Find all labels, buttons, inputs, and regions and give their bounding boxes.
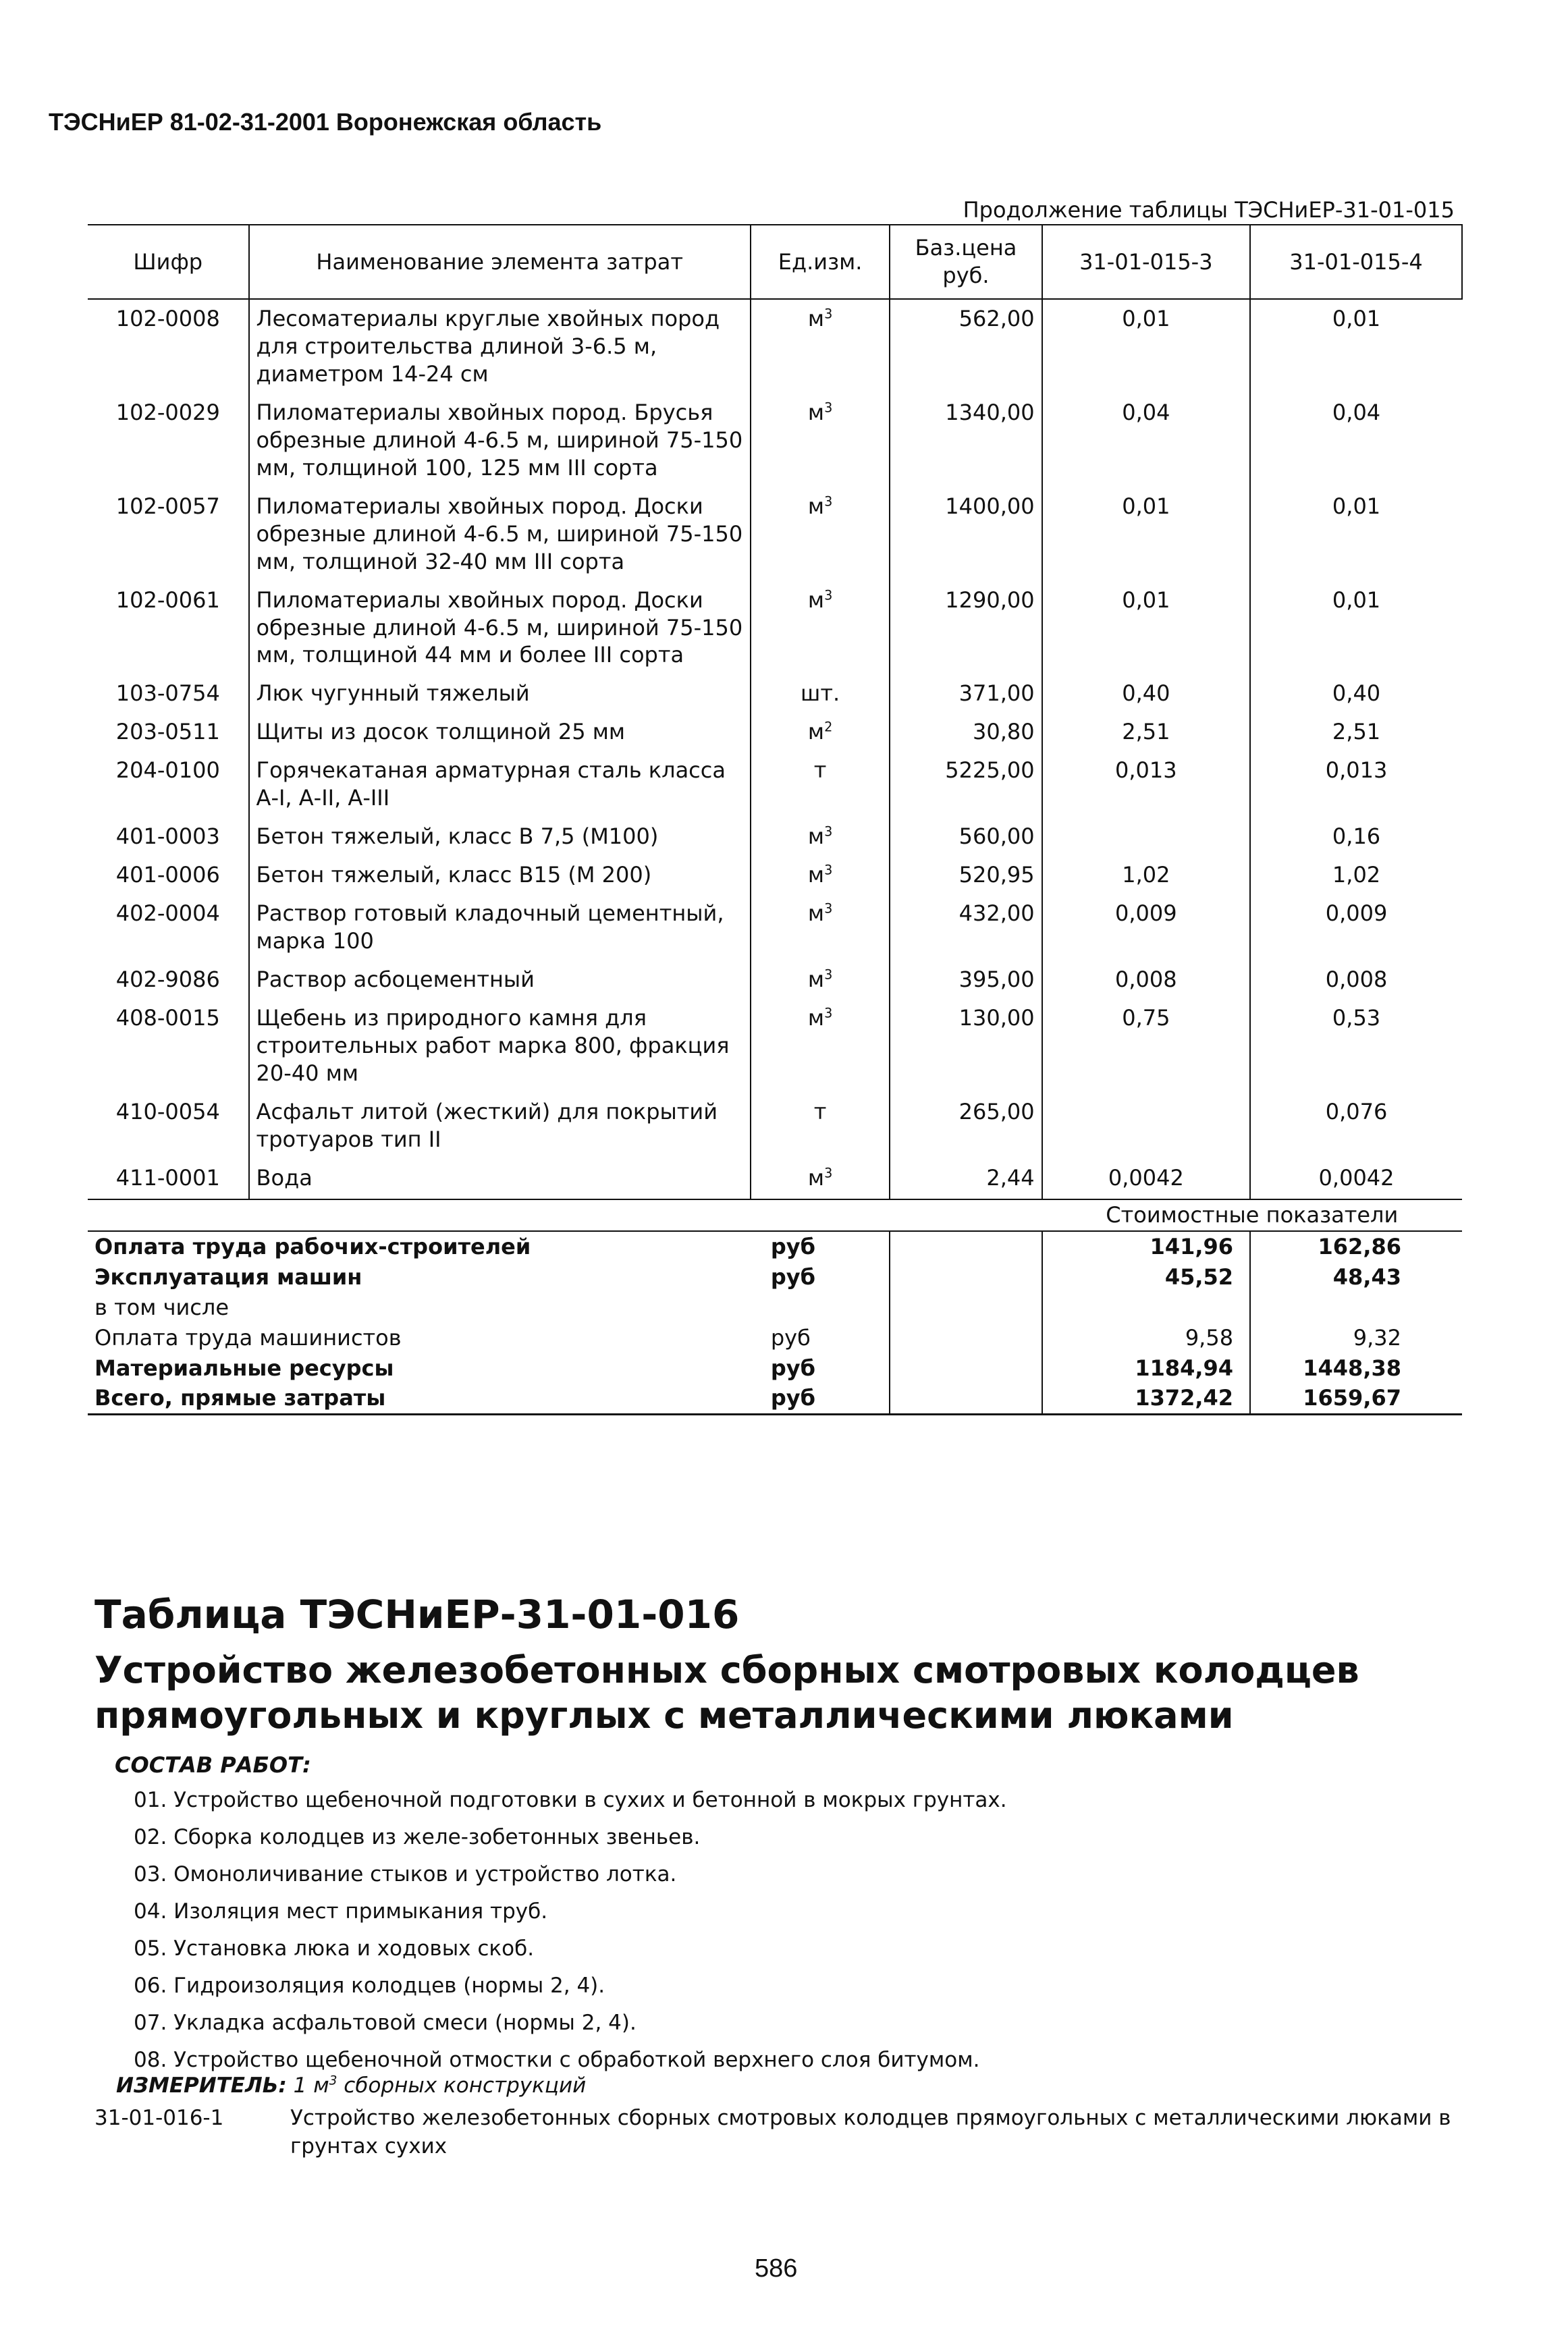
unit-base: м (807, 862, 825, 888)
cell-31-01-015-3: 0,008 (1042, 960, 1250, 999)
summary-unit: руб (770, 1324, 811, 1351)
works-label: СОСТАВ РАБОТ: (115, 1752, 311, 1778)
cell-code: 402-0004 (115, 900, 220, 927)
cell-price: 265,00 (890, 1093, 1042, 1159)
summary-price-empty (890, 1383, 1042, 1414)
summary-31-01-015-4: 162,86 (1318, 1233, 1401, 1259)
cell-31-01-015-4: 0,16 (1332, 823, 1381, 850)
work-item: 07. Укладка асфальтовой смеси (нормы 2, 4). (134, 2011, 637, 2035)
table-row (88, 299, 1462, 393)
cell-31-01-015-3 (1042, 817, 1250, 856)
table-row (88, 674, 1462, 713)
summary-31-01-015-3: 1372,42 (1042, 1383, 1250, 1414)
summary-name: в том числе (94, 1294, 229, 1320)
cell-unit (751, 487, 890, 581)
cell-unit (751, 581, 890, 675)
unit-base: т (813, 757, 827, 784)
work-item: 05. Установка люка и ходовых скоб. (134, 1936, 535, 1961)
summary-row (88, 1383, 1462, 1414)
table-row (88, 713, 1462, 751)
cell-price: 5225,00 (890, 751, 1042, 817)
summary-31-01-015-3 (1042, 1293, 1250, 1323)
work-item: 08. Устройство щебеночной отмостки с обработкой верхнего слоя битумом. (134, 2048, 980, 2072)
cell-31-01-015-3: 0,009 (1042, 894, 1250, 960)
cell-price: 1290,00 (890, 581, 1042, 675)
summary-31-01-015-4: 1448,38 (1303, 1355, 1401, 1381)
cell-code: 410-0054 (115, 1098, 220, 1124)
summary-price-empty (890, 1262, 1042, 1293)
cell-31-01-015-4: 1,02 (1332, 862, 1381, 888)
cell-price: 30,80 (890, 713, 1042, 751)
summary-unit: руб (770, 1355, 815, 1381)
page-number: 586 (755, 2254, 798, 2283)
summary-unit: руб (770, 1264, 815, 1290)
cell-code: 102-0008 (115, 306, 220, 331)
cell-name: Щебень из природного камня для строительных работ марка 800, фракция 20-40 мм (249, 999, 751, 1093)
summary-unit (751, 1293, 890, 1323)
summary-name: Оплата труда рабочих-строителей (94, 1233, 531, 1259)
cell-price: 560,00 (890, 817, 1042, 856)
col-header-31-01-015-3: 31-01-015-3 (1042, 225, 1250, 299)
unit-exponent: 3 (824, 900, 833, 917)
unit-exponent: 3 (824, 306, 833, 322)
cell-name: Асфальт литой (жесткий) для покрытий тротуаров тип II (249, 1093, 751, 1159)
cell-31-01-015-3: 0,04 (1042, 393, 1250, 487)
work-item: 03. Омоноличивание стыков и устройство лотка. (134, 1862, 677, 1886)
cell-unit (751, 856, 890, 894)
cell-31-01-015-4: 0,013 (1325, 757, 1388, 784)
summary-31-01-015-4 (1250, 1293, 1462, 1323)
summary-price-empty (890, 1353, 1042, 1384)
unit-base: м (807, 823, 825, 850)
cell-unit (751, 713, 890, 751)
table-row (88, 1093, 1462, 1159)
cell-name: Раствор асбоцементный (249, 960, 751, 999)
summary-row (88, 1323, 1462, 1353)
cell-name: Пиломатериалы хвойных пород. Доски обрезные длиной 4-6.5 м, шириной 75-150 мм, толщиной 32-40 мм III сорта (249, 487, 751, 581)
table-row (88, 581, 1462, 675)
table-row (88, 1159, 1462, 1199)
col-header-unit: Ед.изм. (751, 225, 890, 299)
summary-row (88, 1293, 1462, 1323)
table-row (88, 999, 1462, 1093)
cell-31-01-015-3: 2,51 (1042, 713, 1250, 751)
meter-post: сборных конструкций (337, 2073, 587, 2098)
table-row (88, 487, 1462, 581)
unit-exponent: 3 (824, 400, 833, 416)
summary-31-01-015-4: 1659,67 (1250, 1383, 1462, 1414)
cell-name: Пиломатериалы хвойных пород. Брусья обрезные длиной 4-6.5 м, шириной 75-150 мм, толщиной 100, 125 мм III сорта (249, 393, 751, 487)
summary-31-01-015-3: 45,52 (1042, 1262, 1250, 1293)
work-item: 01. Устройство щебеночной подготовки в сухих и бетонной в мокрых грунтах. (134, 1788, 1007, 1812)
cell-code: 402-9086 (115, 967, 220, 993)
cell-31-01-015-4: 0,008 (1325, 967, 1388, 993)
unit-base: шт. (801, 680, 840, 707)
cost-header-row (88, 1199, 1462, 1231)
cell-name: Люк чугунный тяжелый (249, 674, 751, 713)
summary-31-01-015-3: 141,96 (1042, 1231, 1250, 1262)
unit-base: м (807, 719, 825, 745)
summary-row (88, 1262, 1462, 1293)
unit-base: м (807, 900, 825, 927)
cell-price: 2,44 (890, 1159, 1042, 1199)
meter-label: ИЗМЕРИТЕЛЬ: (116, 2073, 287, 2098)
meter-line (116, 2073, 586, 2098)
table-row (88, 751, 1462, 817)
unit-exponent: 3 (824, 587, 833, 603)
summary-row (88, 1231, 1462, 1262)
cell-31-01-015-4: 0,0042 (1250, 1159, 1462, 1199)
summary-name: Всего, прямые затраты (88, 1383, 751, 1414)
unit-exponent: 3 (824, 967, 833, 983)
summary-name: Материальные ресурсы (94, 1355, 394, 1381)
cell-unit (751, 751, 890, 817)
cell-31-01-015-4: 2,51 (1332, 719, 1381, 745)
cell-code: 401-0006 (115, 862, 220, 888)
cell-name: Раствор готовый кладочный цементный, марка 100 (249, 894, 751, 960)
cell-unit (751, 674, 890, 713)
table-row (88, 894, 1462, 960)
table-row (88, 817, 1462, 856)
cell-31-01-015-3: 0,01 (1042, 487, 1250, 581)
cell-code: 103-0754 (115, 680, 220, 707)
cell-name: Лесоматериалы круглые хвойных пород для строительства длиной 3-6.5 м, диаметром 14-24 см (249, 299, 751, 393)
col-header-31-01-015-4: 31-01-015-4 (1250, 225, 1462, 299)
cell-price: 1400,00 (890, 487, 1042, 581)
summary-31-01-015-3: 1184,94 (1042, 1353, 1250, 1384)
summary-price-empty (890, 1323, 1042, 1353)
cell-unit (751, 1159, 890, 1199)
cell-name: Пиломатериалы хвойных пород. Доски обрезные длиной 4-6.5 м, шириной 75-150 мм, толщиной 44 мм и более III сорта (249, 581, 751, 675)
unit-base: м (807, 1164, 825, 1191)
cost-summary (88, 1199, 1462, 1415)
cell-code: 203-0511 (115, 719, 220, 745)
table-continuation-caption: Продолжение таблицы ТЭСНиЕР-31-01-015 (963, 197, 1455, 223)
unit-base: м (807, 1005, 825, 1031)
cell-31-01-015-3: 0,0042 (1042, 1159, 1250, 1199)
section-subtitle: Устройство железобетонных сборных смотровых колодцев прямоугольных и круглых с металлическими люками (94, 1649, 1359, 1737)
cell-name: Вода (249, 1159, 751, 1199)
cell-name: Горячекатаная арматурная сталь класса А-I, А-II, А-III (249, 751, 751, 817)
cell-31-01-015-3: 0,75 (1042, 999, 1250, 1093)
col-header-name: Наименование элемента затрат (249, 225, 751, 299)
norm-code: 31-01-016-1 (94, 2106, 224, 2130)
cell-unit (751, 817, 890, 856)
cell-price: 562,00 (890, 299, 1042, 393)
cell-31-01-015-4: 0,01 (1332, 493, 1381, 519)
summary-31-01-015-4: 48,43 (1332, 1264, 1401, 1290)
unit-base: м (807, 399, 825, 425)
unit-base: м (807, 493, 825, 519)
cell-unit (751, 393, 890, 487)
cell-31-01-015-3: 0,01 (1042, 299, 1250, 393)
cell-name: Щиты из досок толщиной 25 мм (249, 713, 751, 751)
summary-price-empty (890, 1231, 1042, 1262)
cell-31-01-015-3: 0,01 (1042, 581, 1250, 675)
cell-code: 408-0015 (115, 1005, 220, 1031)
cell-price: 1340,00 (890, 393, 1042, 487)
table-header-row (88, 225, 1462, 299)
cell-unit (751, 999, 890, 1093)
cell-price: 371,00 (890, 674, 1042, 713)
col-header-code: Шифр (88, 225, 249, 299)
table-row (88, 856, 1462, 894)
norm-text: Устройство железобетонных сборных смотровых колодцев прямоугольных с металлическими люками в грунтах сухих (290, 2106, 1451, 2158)
table-row (88, 393, 1462, 487)
cost-header-title: Стоимостные показатели (1042, 1199, 1462, 1231)
cell-code: 411-0001 (88, 1159, 249, 1199)
cell-unit (751, 894, 890, 960)
resource-table (88, 224, 1463, 1415)
summary-31-01-015-3: 9,58 (1042, 1323, 1250, 1353)
meter-pre: 1 м (293, 2073, 329, 2098)
cell-price: 432,00 (890, 894, 1042, 960)
summary-row (88, 1353, 1462, 1384)
unit-base: м (807, 306, 825, 331)
cell-31-01-015-4: 0,53 (1332, 1005, 1381, 1031)
cell-code: 401-0003 (115, 823, 220, 850)
work-item: 04. Изоляция мест примыкания труб. (134, 1899, 548, 1924)
unit-exponent: 3 (824, 823, 833, 840)
cell-price: 130,00 (890, 999, 1042, 1093)
cell-code: 204-0100 (115, 757, 220, 784)
cell-code: 102-0061 (115, 587, 220, 613)
cell-price: 520,95 (890, 856, 1042, 894)
summary-unit: руб (751, 1383, 890, 1414)
page-header: ТЭСНиЕР 81-02-31-2001 Воронежская область (49, 108, 602, 136)
unit-base: м (807, 967, 825, 993)
cell-31-01-015-3: 1,02 (1042, 856, 1250, 894)
unit-exponent: 2 (824, 719, 833, 735)
cell-31-01-015-4: 0,01 (1332, 306, 1381, 331)
cell-price: 395,00 (890, 960, 1042, 999)
meter-value (294, 2073, 587, 2098)
cell-31-01-015-3: 0,013 (1042, 751, 1250, 817)
cell-31-01-015-4: 0,009 (1325, 900, 1388, 927)
unit-exponent: 3 (824, 1165, 833, 1181)
cell-31-01-015-3: 0,40 (1042, 674, 1250, 713)
col-header-price: Баз.цена руб. (890, 225, 1042, 299)
unit-exponent: 3 (824, 862, 833, 878)
cell-code: 102-0057 (115, 493, 220, 519)
summary-31-01-015-4: 9,32 (1353, 1324, 1401, 1351)
cell-unit (751, 960, 890, 999)
cell-name: Бетон тяжелый, класс В15 (М 200) (249, 856, 751, 894)
cell-unit (751, 1093, 890, 1159)
cell-31-01-015-4: 0,04 (1332, 399, 1381, 425)
unit-base: т (813, 1098, 827, 1124)
summary-name: Эксплуатация машин (94, 1264, 362, 1290)
unit-exponent: 3 (824, 493, 833, 510)
summary-name: Оплата труда машинистов (94, 1324, 402, 1351)
cell-unit (751, 299, 890, 393)
work-item: 06. Гидроизоляция колодцев (нормы 2, 4). (134, 1974, 605, 1998)
cell-31-01-015-4: 0,40 (1332, 680, 1381, 707)
cell-name: Бетон тяжелый, класс В 7,5 (М100) (249, 817, 751, 856)
work-item: 02. Сборка колодцев из желе-зобетонных звеньев. (134, 1825, 701, 1849)
table-row (88, 960, 1462, 999)
resource-rows (88, 299, 1462, 1199)
cell-31-01-015-3 (1042, 1093, 1250, 1159)
cell-31-01-015-4: 0,076 (1325, 1098, 1388, 1124)
unit-exponent: 3 (824, 1005, 833, 1021)
cell-31-01-015-4: 0,01 (1332, 587, 1381, 613)
cell-code: 102-0029 (115, 399, 220, 425)
summary-unit: руб (770, 1233, 815, 1259)
unit-base: м (807, 587, 825, 613)
summary-price-empty (890, 1293, 1042, 1323)
works-list (134, 1782, 1007, 2079)
cost-header-spacer (88, 1199, 1042, 1231)
section-title: Таблица ТЭСНиЕР-31-01-016 (94, 1592, 740, 1637)
meter-exp: 3 (329, 2073, 337, 2088)
